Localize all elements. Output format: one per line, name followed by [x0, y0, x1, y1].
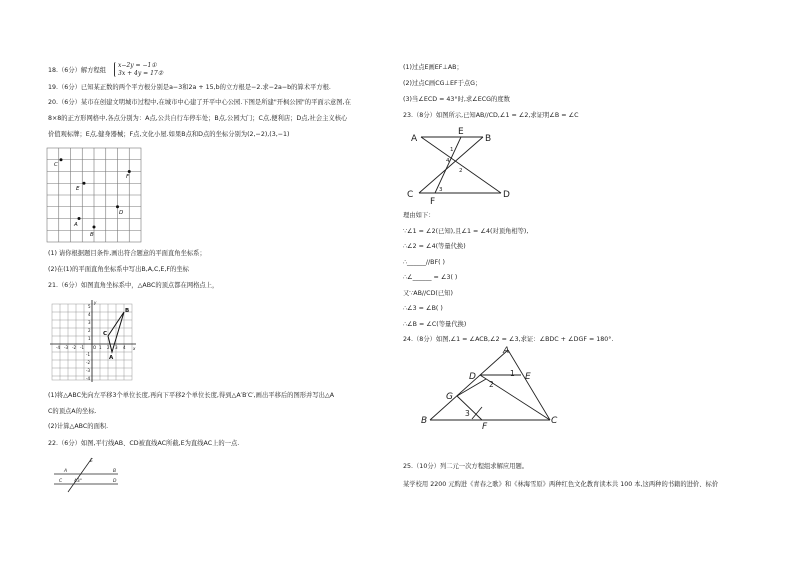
q23-proof-3: ∴______//BF( )	[403, 259, 445, 266]
tick-y-neg4: -4	[86, 376, 90, 381]
q23-label-e: E	[458, 127, 464, 137]
point-e-dot	[83, 182, 86, 185]
q23-label-b: B	[485, 134, 492, 144]
q19-text: 19.（6分）已知某正数的两个平方根分别是a−3和2a + 15,b的立方根是−2.求−2a−b的算术平方根.	[48, 84, 331, 91]
tick-x-4: 4	[123, 345, 126, 350]
tick-x-3: 3	[115, 345, 118, 350]
q23-proof-6: ∴∠3 = ∠B( )	[403, 305, 443, 312]
point-f-dot	[128, 170, 131, 173]
q23-proof-0: 理由如下：	[403, 212, 435, 219]
q23-figure	[403, 124, 523, 204]
q23-label-a: A	[411, 134, 418, 144]
q24-label-e: E	[525, 372, 531, 382]
tick-x-neg3: -3	[64, 345, 68, 350]
point-f-label: F	[126, 174, 130, 180]
tick-x-neg2: -2	[72, 345, 76, 350]
q23-angle-1: 1	[450, 147, 454, 153]
q25-title: 25.（10分）列二元一次方程组求解应用题。	[403, 463, 529, 470]
q23-label-f: F	[430, 197, 436, 204]
tick-x-origin: O	[93, 345, 97, 350]
q23-label-d: D	[503, 190, 510, 200]
q21-intro: 21.（6分）如图直角坐标系中，△ABC的顶点都在网格点上，	[48, 282, 219, 289]
q18-brace	[114, 62, 118, 77]
point-b-label: B	[90, 232, 94, 238]
tick-y-2: 2	[88, 328, 91, 333]
line-ad	[421, 137, 501, 193]
q24-label-d: D	[469, 372, 476, 382]
line-f-segment	[472, 407, 482, 419]
q23-angle-3: 3	[439, 187, 443, 193]
vertex-b-label: B	[125, 308, 130, 314]
tick-y-4: 4	[88, 312, 91, 317]
q22-label-e: E	[90, 459, 93, 464]
axis-x-label: x	[133, 346, 136, 351]
point-a-dot	[78, 217, 81, 220]
point-b-dot	[93, 226, 96, 229]
vertex-c-label: C	[103, 331, 108, 337]
q25-body: 某学校用 2200 元购进《青春之歌》和《林海雪原》两种红色文化教育读本共 100 本,这两种的书籍的进价、标价	[403, 481, 719, 488]
q21-sub1b: C的顶点A的坐标.	[48, 408, 97, 415]
tick-y-1: 1	[88, 336, 91, 341]
point-d-dot	[116, 205, 119, 208]
q23-proof-5: 又∵AB//CD(已知)	[403, 290, 453, 297]
q22-label-b: B	[113, 469, 117, 474]
q23-label-c: C	[407, 190, 414, 200]
q24-angle-3: 3	[465, 409, 470, 418]
q22-step2: (2)过点C画CG⊥EF于点G；	[403, 80, 482, 87]
q20-line1: 20.（6分）某市在创建文明城市过程中,在城市中心建了开平中心公园.下图是所建"开枫公园"的平面示意图,在	[48, 99, 351, 106]
q23-angle-4: 4	[446, 158, 450, 164]
q21-coordinate-grid	[50, 298, 138, 384]
line-cb	[419, 137, 483, 193]
q23-proof-1: ∵∠1 = ∠2(已知),且∠1 = ∠4(对顶角相等),	[403, 228, 529, 235]
q22-step3: (3)当∠ECD = 43°时,求∠ECG的度数	[403, 96, 510, 103]
q23-angle-2: 2	[459, 168, 463, 174]
q23-proof-4: ∴∠______ = ∠3( )	[403, 274, 458, 281]
q22-text: 22.（6分）如图,平行线AB、CD被直线AC所截,E为直线AC上的一点.	[48, 440, 240, 447]
point-c-label: C	[54, 162, 58, 168]
q20-park-grid	[46, 147, 142, 243]
q24-figure	[418, 343, 568, 431]
q20-sub2: (2)在(1)的平面直角坐标系中写出B,A,C,E,F的坐标	[48, 266, 189, 273]
q21-sub2: (2)计算△ABC的面积.	[48, 423, 109, 430]
q18-label: 18.（6分）解方程组	[48, 67, 107, 74]
q20-line2: 8×8的正方形网格中,各点分别为：A点,公共自行车停车处；B点,公园大门；C点,便利店；D点,社会主义核心	[48, 115, 348, 122]
q22-step1: (1)过点E画EF⊥AB；	[403, 64, 463, 71]
q22-label-a: A	[64, 469, 68, 474]
q24-angle-1: 1	[510, 369, 515, 378]
tick-x-neg4: -4	[56, 345, 60, 350]
line-ac	[508, 350, 550, 420]
q23-text: 23.（8分）如图所示,已知AB//CD,∠1 = ∠2,求证明∠B = ∠C	[403, 112, 579, 119]
q24-text: 24.（8分）如图,∠1 = ∠ACB,∠2 = ∠3,求证：∠BDC + ∠DGF = 180°.	[403, 336, 614, 343]
tick-y-5: 5	[88, 304, 91, 309]
q21-sub1a: (1)将△ABC先向左平移3个单位长度,再向下平移2个单位长度,得到△A′B′C′,画出平移后的图形并写出△A	[48, 392, 335, 399]
q20-line3: 价值观标牌；E点,健身器械；F点,文化小屋.如果B点和D点的坐标分别为(2,−2),(3,−1)	[48, 131, 290, 138]
axis-y-label: y	[94, 300, 97, 305]
q23-proof-7: ∴∠B = ∠C(等量代换)	[403, 321, 467, 328]
line-ac	[68, 458, 92, 492]
q24-label-b: B	[421, 416, 428, 426]
q23-proof-2: ∴∠2 = ∠4(等量代换)	[403, 243, 466, 250]
tick-y-neg1: -1	[86, 352, 90, 357]
point-c-dot	[60, 158, 63, 161]
q18-eq1: x−2y = −1①	[118, 62, 157, 69]
vertex-a-label: A	[109, 355, 114, 361]
tick-x-neg1: -1	[80, 345, 84, 350]
q22-angle-label: 43°	[74, 479, 82, 484]
q24-label-a: A	[503, 346, 510, 356]
q24-label-f: F	[482, 422, 488, 431]
tick-y-neg3: -3	[86, 368, 90, 373]
line-ef	[435, 137, 461, 193]
q20-sub1: (1) 请你根据题目条件,画出符合题意的平面直角坐标系；	[48, 250, 206, 257]
q22-label-c: C	[59, 479, 63, 484]
q22-label-d: D	[113, 479, 117, 484]
q22-figure	[50, 452, 122, 494]
point-a-label: A	[74, 222, 78, 228]
q24-label-c: C	[551, 416, 558, 426]
q24-angle-2: 2	[489, 380, 494, 389]
point-d-label: D	[119, 210, 124, 216]
q24-label-g: G	[446, 392, 453, 402]
tick-x-1: 1	[99, 345, 102, 350]
q18-eq2: 3x + 4y = 17②	[118, 70, 164, 77]
tick-y-3: 3	[88, 320, 91, 325]
tick-x-2: 2	[107, 345, 110, 350]
point-e-label: E	[76, 186, 80, 192]
tick-y-neg2: -2	[86, 360, 90, 365]
